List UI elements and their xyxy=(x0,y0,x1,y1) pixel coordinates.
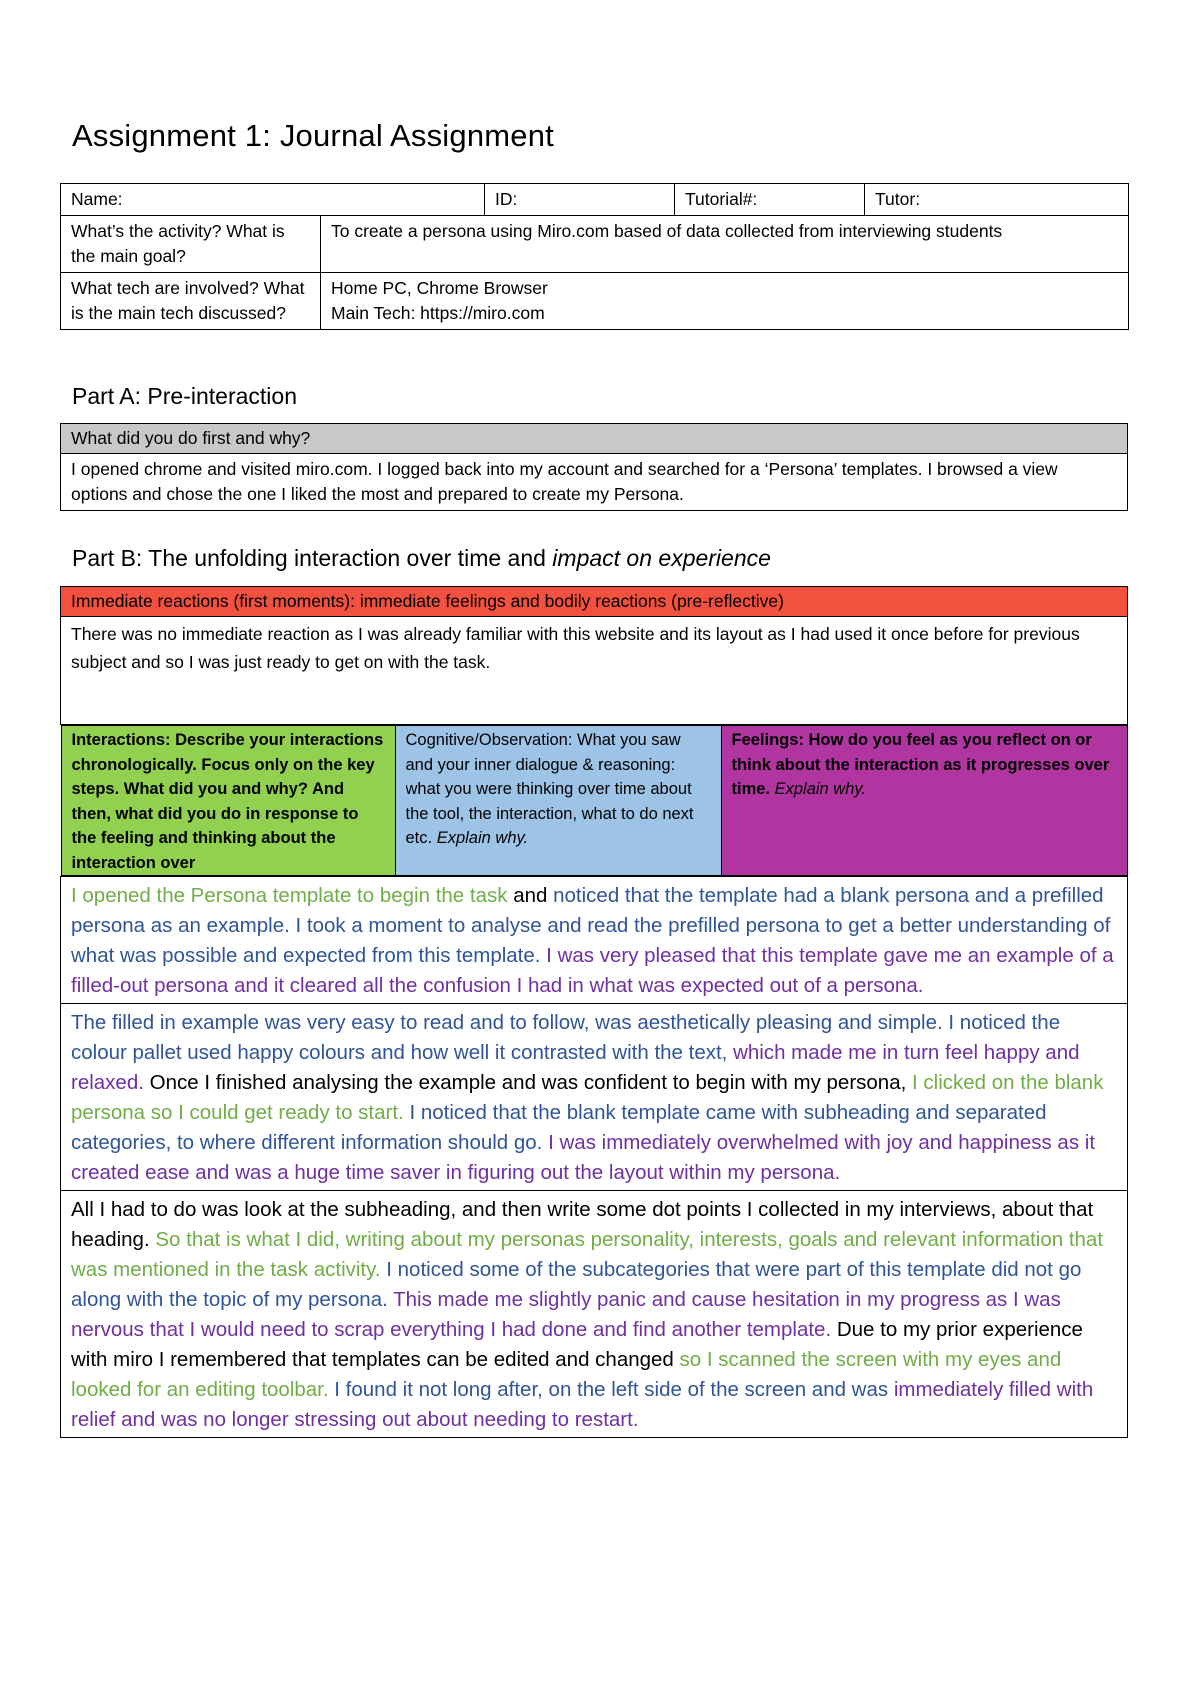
narrative-segment: The filled in example was very easy to read and to follow, was aesthetically pleasing and simple. I noticed the colour pallet used happy colours and how well it contrasted with the text, xyxy=(71,1011,1061,1064)
narrative-segment: and xyxy=(513,884,554,907)
part-b-heading xyxy=(72,545,771,572)
table-row xyxy=(61,184,1129,216)
feelings-header-text: Feelings: How do you feel as you reflect on or think about the interaction as it progresses over time. xyxy=(731,731,1110,798)
immediate-reactions-text: There was no immediate reaction as I was already familiar with this website and its layout as I had used it once before for previous subject and so I was just ready to get on with the task. xyxy=(61,617,1128,725)
narrative-segment: Once I finished analysing the example and was confident to begin with my persona, xyxy=(149,1071,913,1094)
tutorial-label: Tutorial#: xyxy=(675,184,865,216)
tech-answer-line: Home PC, Chrome Browser xyxy=(331,278,548,298)
narrative-segment: Due to my prior experience with miro I remembered that templates can be edited and changed xyxy=(71,1318,1083,1371)
name-label: Name: xyxy=(61,184,485,216)
cognitive-header xyxy=(395,726,721,876)
narrative-segment: So that is what I did, writing about my personas personality, interests, goals and relevant information that was mentioned in the task activity. xyxy=(71,1228,1104,1281)
tech-answer-line: Main Tech: https://miro.com xyxy=(331,303,545,323)
id-label: ID: xyxy=(485,184,675,216)
narrative-segment: which made me in turn feel happy and relaxed. xyxy=(71,1041,1080,1094)
narrative-segment: This made me slightly panic and cause hesitation in my progress as I was nervous that I would need to scrap everything I had done and find another template. xyxy=(71,1288,1061,1341)
part-b-heading-text: Part B: The unfolding interaction over time and xyxy=(72,545,553,571)
narrative-segment: I noticed that the blank template came with subheading and separated categories, to where different information should go. xyxy=(71,1101,1047,1154)
part-a-table xyxy=(60,423,1128,511)
table-row xyxy=(61,726,1127,876)
part-a-answer: I opened chrome and visited miro.com. I logged back into my account and searched for a ‘Persona’ templates. I browsed a view options and chose the one I liked the most and prepared to create my Persona. xyxy=(61,454,1128,511)
feelings-header-body xyxy=(732,728,1117,873)
narrative-paragraph-1 xyxy=(61,877,1128,1004)
narrative-segment: I was immediately overwhelmed with joy and happiness as it created ease and was a huge time saver in figuring out the layout within my persona. xyxy=(71,1131,1096,1184)
part-b-table xyxy=(60,586,1128,1438)
table-row xyxy=(61,216,1129,273)
narrative-paragraph-3 xyxy=(61,1191,1128,1438)
table-row xyxy=(61,617,1128,725)
activity-answer: To create a persona using Miro.com based of data collected from interviewing students xyxy=(321,216,1129,273)
table-row xyxy=(61,424,1128,454)
immediate-reactions-header: Immediate reactions (first moments): immediate feelings and bodily reactions (pre-reflective) xyxy=(61,587,1128,617)
narrative-segment: so I scanned the screen with my eyes and looked for an editing toolbar. xyxy=(71,1348,1062,1401)
table-row xyxy=(61,877,1128,1004)
tech-answer xyxy=(321,273,1129,330)
narrative-segment: I clicked on the blank persona so I could get ready to start. xyxy=(71,1071,1104,1124)
narrative-segment: I found it not long after, on the left side of the screen and was xyxy=(334,1378,894,1401)
cognitive-header-italic: Explain why. xyxy=(436,829,529,847)
table-row xyxy=(61,1191,1128,1438)
feelings-header-italic: Explain why. xyxy=(774,780,867,798)
narrative-segment: immediately filled with relief and was no longer stressing out about needing to restart. xyxy=(71,1378,1094,1431)
interactions-header xyxy=(61,726,395,876)
column-headers xyxy=(61,725,1128,877)
table-row xyxy=(61,273,1129,330)
column-header-table xyxy=(61,725,1128,876)
part-b-heading-italic: impact on experience xyxy=(552,545,771,571)
narrative-segment: I opened the Persona template to begin the task xyxy=(71,884,514,907)
table-row xyxy=(61,454,1128,511)
table-row xyxy=(61,587,1128,617)
narrative-segment: All I had to do was look at the subheading, and then write some dot points I collected in my interviews, about that heading. xyxy=(71,1198,1094,1251)
tech-question: What tech are involved? What is the main tech discussed? xyxy=(61,273,321,330)
part-a-heading: Part A: Pre-interaction xyxy=(72,383,297,409)
page-title: Assignment 1: Journal Assignment xyxy=(72,118,554,153)
table-row xyxy=(61,725,1128,877)
tutor-label: Tutor: xyxy=(865,184,1129,216)
narrative-paragraph-2 xyxy=(61,1004,1128,1191)
interactions-header-text: Interactions: Describe your interactions chronologically. Focus only on the key steps. What did you and why? And then, what did you do in response to the feeling and thinking about the interaction over xyxy=(71,731,384,872)
narrative-segment: I was very pleased that this template gave me an example of a filled-out persona and it cleared all the confusion I had in what was expected out of a persona. xyxy=(71,944,1114,997)
table-row xyxy=(61,1004,1128,1191)
narrative-segment: noticed that the template had a blank persona and a prefilled persona as an example. I took a moment to analyse and read the prefilled persona to get a better understanding of what was possible and expected from this template. xyxy=(71,884,1111,967)
activity-question: What’s the activity? What is the main goal? xyxy=(61,216,321,273)
feelings-header xyxy=(721,726,1127,876)
cognitive-header-text: Cognitive/Observation: What you saw and your inner dialogue & reasoning: what you were thinking over time about the tool, the interaction, what to do next etc. xyxy=(405,731,694,847)
info-table xyxy=(60,183,1129,330)
cognitive-header-body xyxy=(406,728,711,873)
part-a-question: What did you do first and why? xyxy=(61,424,1128,454)
narrative-segment: I noticed some of the subcategories that were part of this template did not go along with the topic of my persona. xyxy=(71,1258,1082,1311)
